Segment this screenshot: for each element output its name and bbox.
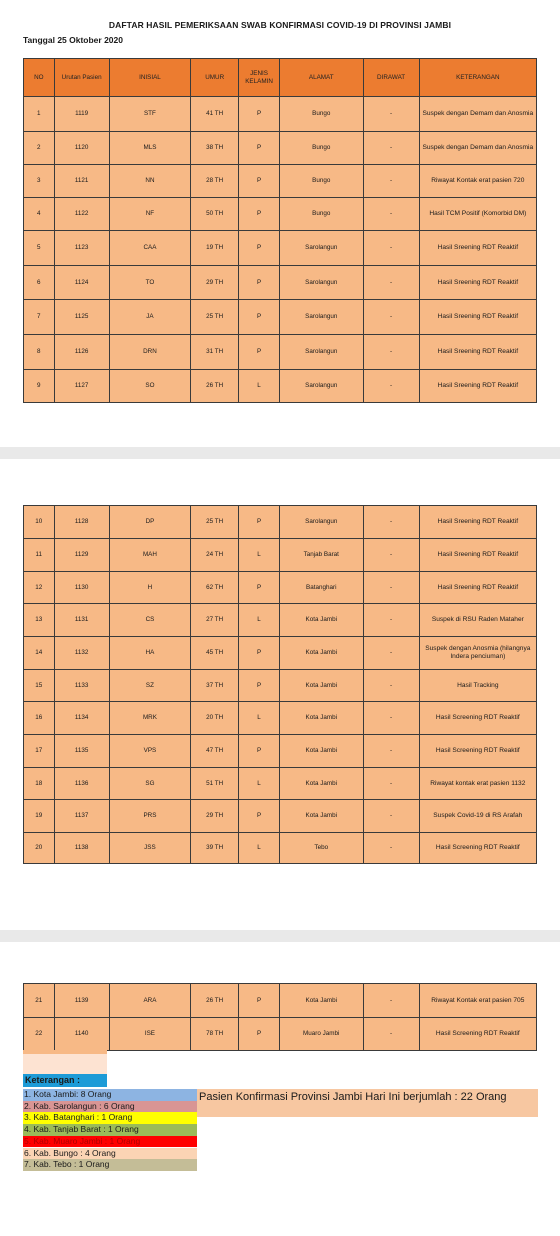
cell-umur: 24 TH — [191, 539, 239, 572]
cell-urutan: 1139 — [54, 984, 109, 1018]
cell-no: 17 — [24, 735, 55, 768]
cell-umur: 31 TH — [191, 335, 239, 370]
cell-urutan: 1126 — [54, 335, 109, 370]
cell-urutan: 1131 — [54, 604, 109, 637]
cell-umur: 47 TH — [191, 735, 239, 768]
cell-alamat: Kota Jambi — [279, 735, 363, 768]
cell-dirawat: - — [363, 300, 419, 335]
cell-keterangan: Suspek dengan Demam dan Anosmia — [419, 97, 536, 132]
cell-keterangan: Riwayat Kontak erat pasien 705 — [419, 984, 536, 1018]
table-row — [24, 335, 537, 370]
cell-umur: 25 TH — [191, 506, 239, 539]
cell-umur: 28 TH — [191, 165, 239, 198]
cell-inisial: SG — [109, 768, 191, 800]
cell-no: 16 — [24, 702, 55, 735]
cell-no: 12 — [24, 572, 55, 604]
cell-dirawat: - — [363, 984, 419, 1018]
cell-dirawat: - — [363, 735, 419, 768]
cell-jenis-kelamin: L — [239, 539, 280, 572]
cell-keterangan: Hasil Sreening RDT Reaktif — [419, 266, 536, 300]
cell-no: 10 — [24, 506, 55, 539]
cell-keterangan: Hasil Sreening RDT Reaktif — [419, 231, 536, 266]
cell-inisial: SZ — [109, 670, 191, 702]
cell-inisial: NF — [109, 198, 191, 231]
table-header-row — [24, 59, 537, 97]
patient-table-page-3 — [23, 983, 537, 1051]
cell-inisial: PRS — [109, 800, 191, 833]
table-row — [24, 539, 537, 572]
patient-table-page-2 — [23, 505, 537, 864]
cell-dirawat: - — [363, 768, 419, 800]
page-separator — [0, 930, 560, 942]
cell-jenis-kelamin: L — [239, 702, 280, 735]
cell-jenis-kelamin: P — [239, 300, 280, 335]
cell-urutan: 1138 — [54, 833, 109, 864]
cell-umur: 26 TH — [191, 370, 239, 403]
cell-dirawat: - — [363, 506, 419, 539]
cell-keterangan: Hasil Sreening RDT Reaktif — [419, 506, 536, 539]
cell-urutan: 1130 — [54, 572, 109, 604]
cell-urutan: 1122 — [54, 198, 109, 231]
cell-alamat: Batanghari — [279, 572, 363, 604]
table-row — [24, 670, 537, 702]
cell-jenis-kelamin: P — [239, 670, 280, 702]
cell-inisial: JA — [109, 300, 191, 335]
cell-alamat: Sarolangun — [279, 335, 363, 370]
cell-alamat: Tanjab Barat — [279, 539, 363, 572]
table-row — [24, 735, 537, 768]
cell-umur: 51 TH — [191, 768, 239, 800]
cell-inisial: MAH — [109, 539, 191, 572]
cell-keterangan: Hasil Sreening RDT Reaktif — [419, 572, 536, 604]
cell-no: 7 — [24, 300, 55, 335]
cell-dirawat: - — [363, 198, 419, 231]
cell-umur: 25 TH — [191, 300, 239, 335]
cell-alamat: Kota Jambi — [279, 800, 363, 833]
column-header-inisial: INISIAL — [109, 59, 191, 97]
table-row — [24, 370, 537, 403]
table-row — [24, 198, 537, 231]
cell-no: 15 — [24, 670, 55, 702]
cell-dirawat: - — [363, 572, 419, 604]
cell-urutan: 1140 — [54, 1018, 109, 1051]
cell-umur: 29 TH — [191, 266, 239, 300]
cell-jenis-kelamin: P — [239, 637, 280, 670]
cell-alamat: Kota Jambi — [279, 984, 363, 1018]
cell-urutan: 1135 — [54, 735, 109, 768]
row-stub — [23, 1050, 107, 1054]
cell-urutan: 1134 — [54, 702, 109, 735]
cell-dirawat: - — [363, 132, 419, 165]
cell-no: 18 — [24, 768, 55, 800]
cell-keterangan: Hasil Screening RDT Reaktif — [419, 1018, 536, 1051]
cell-no: 2 — [24, 132, 55, 165]
cell-alamat: Sarolangun — [279, 370, 363, 403]
cell-jenis-kelamin: P — [239, 335, 280, 370]
cell-dirawat: - — [363, 670, 419, 702]
cell-urutan: 1132 — [54, 637, 109, 670]
cell-jenis-kelamin: P — [239, 800, 280, 833]
cell-no: 1 — [24, 97, 55, 132]
cell-alamat: Bungo — [279, 132, 363, 165]
cell-keterangan: Hasil Screening RDT Reaktif — [419, 833, 536, 864]
table-row — [24, 132, 537, 165]
cell-inisial: HA — [109, 637, 191, 670]
cell-dirawat: - — [363, 335, 419, 370]
cell-urutan: 1123 — [54, 231, 109, 266]
cell-no: 4 — [24, 198, 55, 231]
cell-no: 13 — [24, 604, 55, 637]
cell-no: 11 — [24, 539, 55, 572]
cell-jenis-kelamin: L — [239, 604, 280, 637]
cell-urutan: 1127 — [54, 370, 109, 403]
legend-item: 3. Kab. Batanghari : 1 Orang — [23, 1112, 197, 1124]
cell-alamat: Kota Jambi — [279, 702, 363, 735]
legend-item: 1. Kota Jambi: 8 Orang — [23, 1089, 197, 1101]
column-header-urutan: Urutan Pasien — [54, 59, 109, 97]
cell-jenis-kelamin: L — [239, 370, 280, 403]
cell-no: 22 — [24, 1018, 55, 1051]
table-row — [24, 1018, 537, 1051]
cell-urutan: 1119 — [54, 97, 109, 132]
cell-keterangan: Suspek dengan Anosmia (hilangnya Indera penciuman) — [419, 637, 536, 670]
cell-no: 9 — [24, 370, 55, 403]
cell-dirawat: - — [363, 97, 419, 132]
cell-inisial: NN — [109, 165, 191, 198]
cell-inisial: ISE — [109, 1018, 191, 1051]
cell-jenis-kelamin: P — [239, 165, 280, 198]
cell-keterangan: Suspek di RSU Raden Mataher — [419, 604, 536, 637]
cell-umur: 78 TH — [191, 1018, 239, 1051]
table-row — [24, 97, 537, 132]
document-title: DAFTAR HASIL PEMERIKSAAN SWAB KONFIRMASI COVID-19 DI PROVINSI JAMBI — [108, 20, 452, 30]
cell-alamat: Sarolangun — [279, 231, 363, 266]
table-row — [24, 165, 537, 198]
cell-no: 5 — [24, 231, 55, 266]
cell-dirawat: - — [363, 833, 419, 864]
summary-note: Pasien Konfirmasi Provinsi Jambi Hari Ini berjumlah : 22 Orang — [197, 1089, 538, 1117]
column-header-jk: JENIS KELAMIN — [239, 59, 280, 97]
cell-inisial: SO — [109, 370, 191, 403]
cell-no: 19 — [24, 800, 55, 833]
cell-alamat: Kota Jambi — [279, 604, 363, 637]
cell-umur: 50 TH — [191, 198, 239, 231]
cell-alamat: Sarolangun — [279, 300, 363, 335]
cell-umur: 26 TH — [191, 984, 239, 1018]
cell-keterangan: Hasil Sreening RDT Reaktif — [419, 300, 536, 335]
cell-umur: 38 TH — [191, 132, 239, 165]
patient-table-page-1 — [23, 58, 537, 403]
table-row — [24, 506, 537, 539]
column-header-ket: KETERANGAN — [419, 59, 536, 97]
cell-jenis-kelamin: L — [239, 833, 280, 864]
cell-umur: 62 TH — [191, 572, 239, 604]
cell-alamat: Tebo — [279, 833, 363, 864]
cell-umur: 19 TH — [191, 231, 239, 266]
table-row — [24, 637, 537, 670]
cell-keterangan: Hasil Tracking — [419, 670, 536, 702]
cell-jenis-kelamin: P — [239, 572, 280, 604]
cell-dirawat: - — [363, 370, 419, 403]
table-row — [24, 300, 537, 335]
cell-dirawat: - — [363, 637, 419, 670]
cell-inisial: CAA — [109, 231, 191, 266]
cell-umur: 37 TH — [191, 670, 239, 702]
cell-no: 8 — [24, 335, 55, 370]
cell-alamat: Muaro Jambi — [279, 1018, 363, 1051]
cell-dirawat: - — [363, 800, 419, 833]
column-header-umur: UMUR — [191, 59, 239, 97]
cell-umur: 41 TH — [191, 97, 239, 132]
column-header-alamat: ALAMAT — [279, 59, 363, 97]
table-row — [24, 702, 537, 735]
cell-inisial: MRK — [109, 702, 191, 735]
cell-urutan: 1128 — [54, 506, 109, 539]
cell-keterangan: Riwayat Kontak erat pasien 720 — [419, 165, 536, 198]
cell-urutan: 1133 — [54, 670, 109, 702]
cell-jenis-kelamin: P — [239, 266, 280, 300]
cell-inisial: JSS — [109, 833, 191, 864]
legend-heading: Keterangan : — [23, 1074, 107, 1087]
cell-urutan: 1129 — [54, 539, 109, 572]
cell-inisial: TO — [109, 266, 191, 300]
cell-keterangan: Hasil Sreening RDT Reaktif — [419, 335, 536, 370]
legend-item: 7. Kab. Tebo : 1 Orang — [23, 1159, 197, 1171]
cell-inisial: MLS — [109, 132, 191, 165]
cell-inisial: DP — [109, 506, 191, 539]
cell-urutan: 1121 — [54, 165, 109, 198]
cell-keterangan: Suspek dengan Demam dan Anosmia — [419, 132, 536, 165]
cell-jenis-kelamin: L — [239, 768, 280, 800]
document-date: Tanggal 25 Oktober 2020 — [23, 35, 123, 45]
cell-keterangan: Suspek Covid-19 di RS Arafah — [419, 800, 536, 833]
cell-dirawat: - — [363, 231, 419, 266]
cell-inisial: VPS — [109, 735, 191, 768]
cell-urutan: 1124 — [54, 266, 109, 300]
table-row — [24, 572, 537, 604]
cell-no: 3 — [24, 165, 55, 198]
cell-no: 21 — [24, 984, 55, 1018]
cell-no: 6 — [24, 266, 55, 300]
cell-alamat: Sarolangun — [279, 506, 363, 539]
cell-dirawat: - — [363, 539, 419, 572]
cell-dirawat: - — [363, 1018, 419, 1051]
cell-dirawat: - — [363, 266, 419, 300]
cell-umur: 45 TH — [191, 637, 239, 670]
cell-no: 20 — [24, 833, 55, 864]
legend-item: 2. Kab. Sarolangun : 6 Orang — [23, 1101, 197, 1113]
table-row — [24, 266, 537, 300]
column-header-dirawat: DIRAWAT — [363, 59, 419, 97]
cell-umur: 39 TH — [191, 833, 239, 864]
cell-inisial: CS — [109, 604, 191, 637]
cell-dirawat: - — [363, 604, 419, 637]
cell-keterangan: Hasil Sreening RDT Reaktif — [419, 539, 536, 572]
page-separator — [0, 447, 560, 459]
legend-item: 6. Kab. Bungo : 4 Orang — [23, 1148, 197, 1160]
legend-item: 4. Kab. Tanjab Barat : 1 Orang — [23, 1124, 197, 1136]
cell-jenis-kelamin: P — [239, 984, 280, 1018]
column-header-no: NO — [24, 59, 55, 97]
table-row — [24, 800, 537, 833]
cell-jenis-kelamin: P — [239, 1018, 280, 1051]
cell-keterangan: Hasil Screening RDT Reaktif — [419, 735, 536, 768]
cell-keterangan: Hasil Sreening RDT Reaktif — [419, 370, 536, 403]
cell-keterangan: Riwayat kontak erat pasien 1132 — [419, 768, 536, 800]
cell-umur: 29 TH — [191, 800, 239, 833]
cell-alamat: Bungo — [279, 198, 363, 231]
cell-alamat: Bungo — [279, 165, 363, 198]
legend-item: 5. Kab. Muaro Jambi : 1 Orang — [23, 1136, 197, 1148]
cell-no: 14 — [24, 637, 55, 670]
cell-alamat: Sarolangun — [279, 266, 363, 300]
table-row — [24, 768, 537, 800]
cell-urutan: 1137 — [54, 800, 109, 833]
cell-keterangan: Hasil TCM Positif (Komorbid DM) — [419, 198, 536, 231]
cell-inisial: DRN — [109, 335, 191, 370]
cell-inisial: STF — [109, 97, 191, 132]
cell-umur: 27 TH — [191, 604, 239, 637]
cell-alamat: Kota Jambi — [279, 670, 363, 702]
table-row — [24, 984, 537, 1018]
table-row — [24, 833, 537, 864]
table-row — [24, 604, 537, 637]
cell-urutan: 1136 — [54, 768, 109, 800]
cell-dirawat: - — [363, 702, 419, 735]
cell-inisial: ARA — [109, 984, 191, 1018]
cell-urutan: 1125 — [54, 300, 109, 335]
cell-jenis-kelamin: P — [239, 231, 280, 266]
cell-jenis-kelamin: P — [239, 506, 280, 539]
cell-jenis-kelamin: P — [239, 132, 280, 165]
cell-umur: 20 TH — [191, 702, 239, 735]
cell-jenis-kelamin: P — [239, 198, 280, 231]
cell-keterangan: Hasil Screening RDT Reaktif — [419, 702, 536, 735]
cell-urutan: 1120 — [54, 132, 109, 165]
cell-dirawat: - — [363, 165, 419, 198]
cell-inisial: H — [109, 572, 191, 604]
cell-alamat: Kota Jambi — [279, 637, 363, 670]
cell-alamat: Bungo — [279, 97, 363, 132]
cell-jenis-kelamin: P — [239, 735, 280, 768]
table-row — [24, 231, 537, 266]
cell-jenis-kelamin: P — [239, 97, 280, 132]
cell-alamat: Kota Jambi — [279, 768, 363, 800]
